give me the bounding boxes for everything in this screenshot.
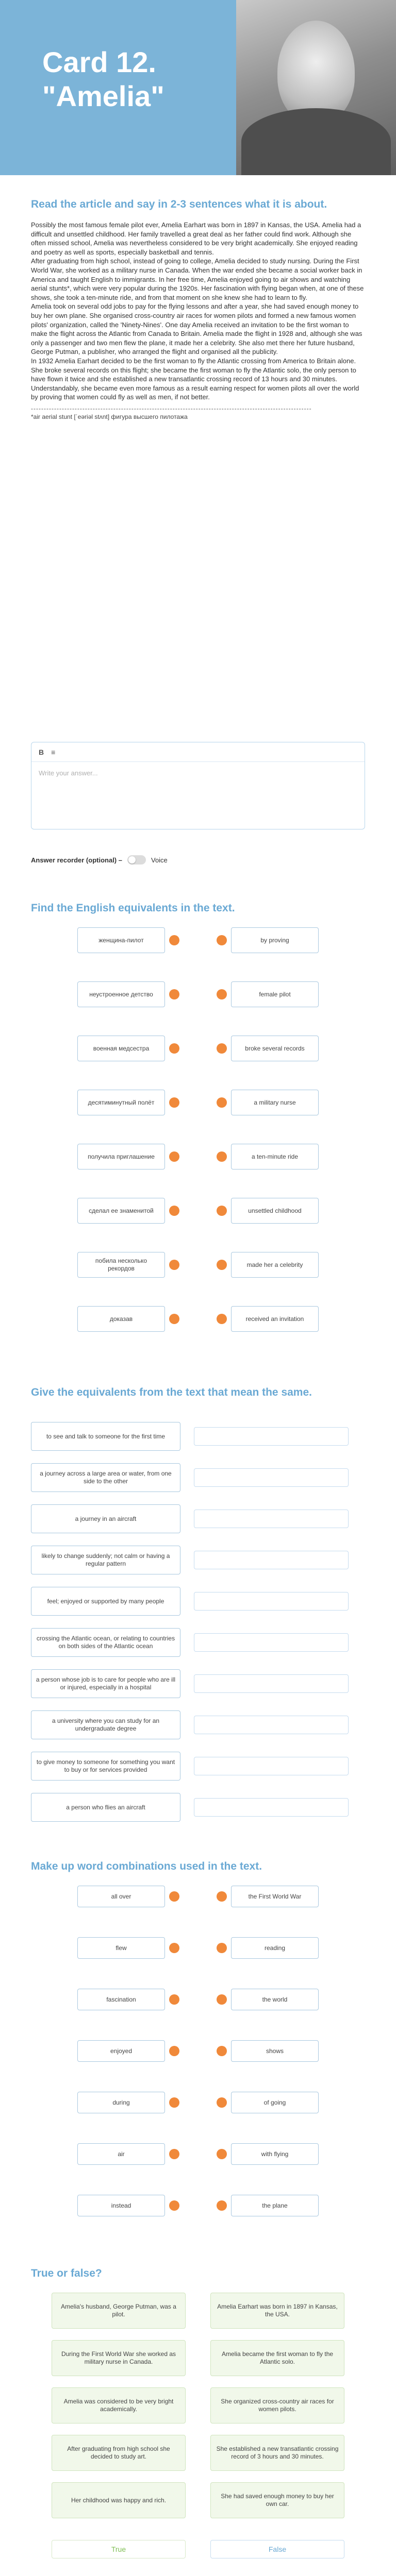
combo-left-dot[interactable] xyxy=(169,2149,179,2159)
equiv-left-dot[interactable] xyxy=(169,1043,179,1054)
combo-left-dot[interactable] xyxy=(169,2097,179,2108)
equiv-right-dot[interactable] xyxy=(217,935,227,945)
combo-right-dot[interactable] xyxy=(217,2149,227,2159)
phrase-definition: to see and talk to someone for the first time xyxy=(31,1422,180,1451)
combo-left-card[interactable]: fascination xyxy=(77,1989,165,2010)
tf-statement-card[interactable]: During the First World War she worked as military nurse in Canada. xyxy=(52,2340,186,2376)
title-line-2: "Amelia" xyxy=(42,80,164,112)
combo-right-card[interactable]: with flying xyxy=(231,2143,319,2165)
equiv-right-card[interactable]: female pilot xyxy=(231,981,319,1007)
equiv-left-dot[interactable] xyxy=(169,1097,179,1108)
combo-left-card[interactable]: air xyxy=(77,2143,165,2165)
combo-left-card[interactable]: all over xyxy=(77,1886,165,1907)
tf-statement-card[interactable]: Her childhood was happy and rich. xyxy=(52,2482,186,2518)
phrase-definition: to give money to someone for something you want to buy or for services provided xyxy=(31,1752,180,1781)
equiv-left-dot[interactable] xyxy=(169,1260,179,1270)
paragraph-4: In 1932 Amelia Earhart decided to be the first woman to fly the Atlantic crossing from America to Britain alone. She broke several records on this flight; she became the first woman to fly the Atlantic solo, the only person to have flown it twice and she established a new transatlantic crossing record of 13 hours and 30 minutes. Understandably, she became even more famous as a result earning respect for women pilots all over the world by proving that women could fly as well as men, if not better. xyxy=(31,357,359,401)
combo-left-dot[interactable] xyxy=(169,1943,179,1953)
summary-answer-box[interactable] xyxy=(31,742,365,829)
voice-toggle[interactable] xyxy=(127,855,146,865)
amelia-photo xyxy=(236,0,396,175)
reading-section xyxy=(31,198,365,420)
title-line-1: Card 12. xyxy=(42,46,156,78)
summary-answer-input[interactable]: Write your answer... xyxy=(39,769,98,777)
phrase-answer-input[interactable] xyxy=(194,1551,349,1569)
editor-toolbar xyxy=(31,742,365,762)
reading-heading: Read the article and say in 2-3 sentences what it is about. xyxy=(31,198,327,210)
combo-right-card[interactable]: shows xyxy=(231,2040,319,2062)
equiv-left-dot[interactable] xyxy=(169,989,179,999)
list-button[interactable]: ≡ xyxy=(51,748,56,756)
false-drop-zone[interactable]: False xyxy=(210,2540,344,2558)
phrase-answer-input[interactable] xyxy=(194,1510,349,1528)
combo-right-card[interactable]: of going xyxy=(231,2092,319,2113)
tf-statement-card[interactable]: Amelia's husband, George Putman, was a pilot. xyxy=(52,2293,186,2329)
equiv-right-card[interactable]: a ten-minute ride xyxy=(231,1144,319,1170)
phrase-definition: a person whose job is to care for people who are ill or injured, especially in a hospital xyxy=(31,1669,180,1698)
phrase-definition: a journey in an aircraft xyxy=(31,1504,180,1533)
equiv-left-card[interactable]: получила приглашение xyxy=(77,1144,165,1170)
combo-right-dot[interactable] xyxy=(217,1994,227,2005)
combo-left-card[interactable]: during xyxy=(77,2092,165,2113)
combo-left-dot[interactable] xyxy=(169,2200,179,2211)
paragraph-1: Possibly the most famous female pilot ever, Amelia Earhart was born in 1897 in Kansas, the USA. Amelia had a difficult and unsettled childhood. Her family travelled a great deal as her father could find work. Although she often missed school, Amelia was nevertheless considered to be very bright academically. She enjoyed reading and poetry as well as sports, especially basketball and tennis. xyxy=(31,221,361,256)
paragraph-2: After graduating from high school, instead of going to college, Amelia decided to study nursing. During the First World War, she worked as a military nurse in Canada. When the war ended she became a social worker back in America and taught English to immigrants. In her free time, Amelia enjoyed going to air shows and watching aerial stunts*, which were very popular during the 1920s. Her fascination with flying began when, at one of these shows, she took a ten-minute ride, and from that moment on she knew she had to learn to fly. xyxy=(31,257,364,301)
combo-right-card[interactable]: reading xyxy=(231,1937,319,1959)
phrase-definition: a person who flies an aircraft xyxy=(31,1793,180,1822)
tf-statement-card[interactable]: She established a new transatlantic crossing record of 3 hours and 30 minutes. xyxy=(210,2435,344,2471)
bold-button[interactable]: B xyxy=(39,748,44,756)
equiv-right-dot[interactable] xyxy=(217,1151,227,1162)
combo-right-card[interactable]: the First World War xyxy=(231,1886,319,1907)
dashed-divider: ------------------------------------------------------------------------------------------------------------- xyxy=(31,404,312,412)
tf-statement-card[interactable]: She organized cross-country air races for women pilots. xyxy=(210,2387,344,2424)
combo-right-dot[interactable] xyxy=(217,2200,227,2211)
footnote: *air aerial stunt [ˈeəriəl stʌnt] фигура высшего пилотажа xyxy=(31,413,188,420)
combo-right-card[interactable]: the plane xyxy=(231,2195,319,2216)
combo-left-dot[interactable] xyxy=(169,1994,179,2005)
combo-right-card[interactable]: the world xyxy=(231,1989,319,2010)
equiv-left-card[interactable]: военная медсестра xyxy=(77,1036,165,1061)
equiv-right-card[interactable]: received an invitation xyxy=(231,1306,319,1332)
equiv-left-dot[interactable] xyxy=(169,1151,179,1162)
tf-statement-card[interactable]: Amelia Earhart was born in 1897 in Kansas, the USA. xyxy=(210,2293,344,2329)
phrase-definition: feel; enjoyed or supported by many people xyxy=(31,1587,180,1616)
combo-right-dot[interactable] xyxy=(217,2097,227,2108)
equiv-left-card[interactable]: сделал ее знаменитой xyxy=(77,1198,165,1224)
phrase-answer-input[interactable] xyxy=(194,1427,349,1446)
combo-right-dot[interactable] xyxy=(217,2046,227,2056)
phrase-answer-input[interactable] xyxy=(194,1798,349,1817)
equiv-left-card[interactable]: побила несколько рекордов xyxy=(77,1252,165,1278)
phrase-answer-input[interactable] xyxy=(194,1468,349,1487)
equiv-right-dot[interactable] xyxy=(217,1260,227,1270)
phrase-definition: likely to change suddenly; not calm or having a regular pattern xyxy=(31,1546,180,1574)
phrase-answer-input[interactable] xyxy=(194,1757,349,1775)
equiv-right-card[interactable]: made her a celebrity xyxy=(231,1252,319,1278)
equiv-left-card[interactable]: неустроенное детство xyxy=(77,981,165,1007)
header-banner xyxy=(0,0,396,175)
equiv-right-card[interactable]: unsettled childhood xyxy=(231,1198,319,1224)
answer-recorder xyxy=(31,855,168,865)
phrase-answer-input[interactable] xyxy=(194,1674,349,1693)
photo-coat xyxy=(241,108,391,175)
tf-statement-card[interactable]: She had saved enough money to buy her own car. xyxy=(210,2482,344,2518)
equiv-left-card[interactable]: доказав xyxy=(77,1306,165,1332)
truefalse-heading: True or false? xyxy=(31,2267,102,2279)
equiv-right-dot[interactable] xyxy=(217,1097,227,1108)
equivalents-heading: Find the English equivalents in the text. xyxy=(31,902,235,914)
equiv-right-dot[interactable] xyxy=(217,1314,227,1324)
phrase-answer-input[interactable] xyxy=(194,1716,349,1734)
combo-left-dot[interactable] xyxy=(169,1891,179,1902)
phrase-answer-input[interactable] xyxy=(194,1592,349,1611)
truefalse-cards xyxy=(31,2293,365,2576)
recorder-label: Answer recorder (optional) – xyxy=(31,856,122,864)
phrases-list xyxy=(31,1422,365,1844)
phrase-definition: a journey across a large area or water, from one side to the other xyxy=(31,1463,180,1492)
equiv-right-card[interactable]: broke several records xyxy=(231,1036,319,1061)
combo-right-dot[interactable] xyxy=(217,1943,227,1953)
equiv-right-card[interactable]: a military nurse xyxy=(231,1090,319,1115)
equiv-right-dot[interactable] xyxy=(217,1043,227,1054)
recorder-mode: Voice xyxy=(151,856,168,864)
combinations-matching xyxy=(31,1886,365,2257)
true-drop-zone[interactable]: True xyxy=(52,2540,186,2558)
phrase-answer-input[interactable] xyxy=(194,1633,349,1652)
combo-left-card[interactable]: instead xyxy=(77,2195,165,2216)
phrase-definition: a university where you can study for an undergraduate degree xyxy=(31,1710,180,1739)
equiv-left-dot[interactable] xyxy=(169,1314,179,1324)
tf-statement-card[interactable]: Amelia became the first woman to fly the Atlantic solo. xyxy=(210,2340,344,2376)
equivalents-matching xyxy=(31,927,365,1370)
equiv-right-dot[interactable] xyxy=(217,989,227,999)
page-title xyxy=(42,45,164,113)
tf-statement-card[interactable]: After graduating from high school she decided to study art. xyxy=(52,2435,186,2471)
combo-left-card[interactable]: enjoyed xyxy=(77,2040,165,2062)
equiv-left-dot[interactable] xyxy=(169,935,179,945)
phrases-heading: Give the equivalents from the text that mean the same. xyxy=(31,1386,312,1398)
combo-right-dot[interactable] xyxy=(217,1891,227,1902)
phrase-definition: crossing the Atlantic ocean, or relating to countries on both sides of the Atlantic ocean xyxy=(31,1628,180,1657)
tf-statement-card[interactable]: Amelia was considered to be very bright academically. xyxy=(52,2387,186,2424)
combinations-heading: Make up word combinations used in the text. xyxy=(31,1860,262,1872)
paragraph-3: Amelia took on several odd jobs to pay for the flying lessons and after a year, she had saved enough money to buy her own plane. She organised cross-country air races for women pilots and formed a new famous women pilots' organization, called the 'Ninety-Nines'. One day Amelia received an invitation to be the first woman to make the flight across the Atlantic from Canada to Britain. Amelia made the flight in 1928 and, although she was only a passenger and two men flew the plane, it made her a celebrity. She also met there her future husband, George Putman, a publisher, who arranged the flight and organised all the publicity. xyxy=(31,302,362,356)
equiv-right-card[interactable]: by proving xyxy=(231,927,319,953)
combo-left-dot[interactable] xyxy=(169,2046,179,2056)
equiv-left-dot[interactable] xyxy=(169,1206,179,1216)
combo-left-card[interactable]: flew xyxy=(77,1937,165,1959)
equiv-left-card[interactable]: женщина-пилот xyxy=(77,927,165,953)
equiv-left-card[interactable]: десятиминутный полёт xyxy=(77,1090,165,1115)
equiv-right-dot[interactable] xyxy=(217,1206,227,1216)
